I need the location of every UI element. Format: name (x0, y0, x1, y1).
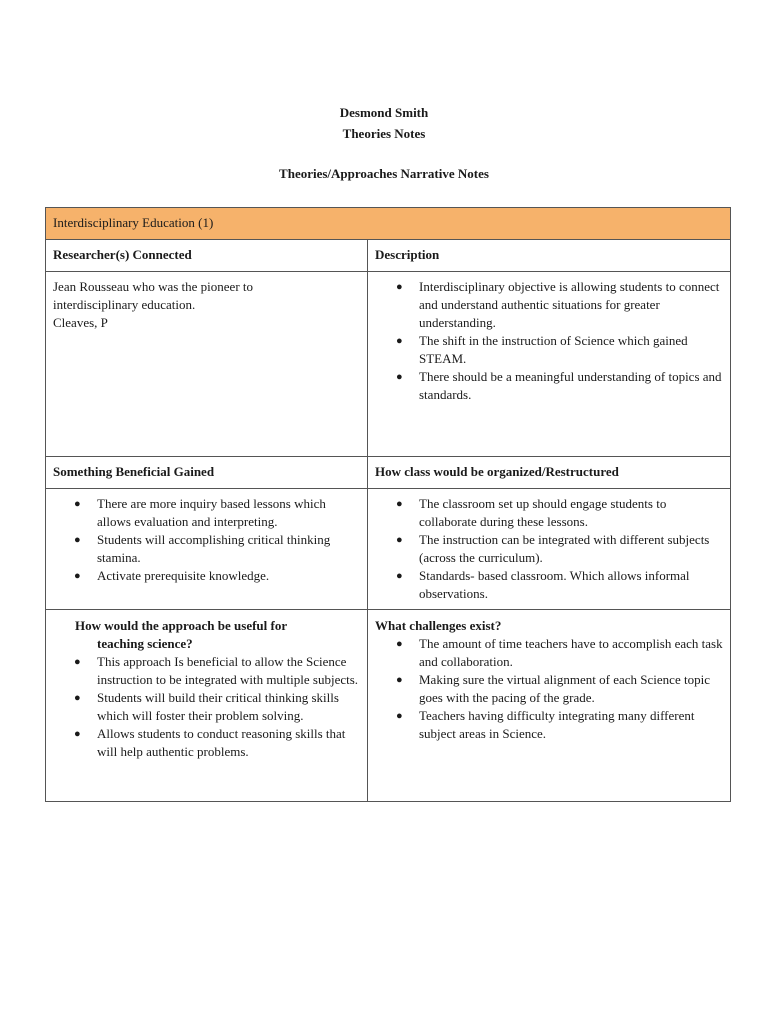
narrative-title: Theories/Approaches Narrative Notes (279, 166, 489, 181)
challenges-heading: What challenges exist? (375, 618, 502, 633)
list-item-text: There should be a meaningful understanding of topics and standards. (419, 369, 722, 402)
bullet-icon: ● (74, 498, 81, 510)
list-item-text: This approach Is beneficial to allow the Science instruction to be integrated with multiple subjects. (97, 654, 359, 687)
table-row (46, 489, 731, 610)
banner-label: Interdisciplinary Education (1) (46, 208, 731, 240)
list-item (375, 567, 723, 603)
researcher-line: interdisciplinary education. (53, 297, 196, 312)
benefit-cell (46, 489, 368, 610)
challenges-list (375, 635, 723, 743)
bullet-icon: ● (74, 534, 81, 546)
theory-notes-table (45, 207, 731, 802)
list-item-text: Making sure the virtual alignment of each Science topic goes with the pacing of the grade. (419, 672, 710, 705)
description-heading: Description (368, 240, 731, 272)
usefulness-heading (53, 617, 360, 653)
researchers-cell (46, 272, 368, 457)
bullet-icon: ● (396, 638, 403, 650)
table-heading-row (46, 240, 731, 272)
bullet-icon: ● (396, 498, 403, 510)
list-item-text: Standards- based classroom. Which allows informal observations. (419, 568, 690, 601)
list-item-text: The shift in the instruction of Science which gained STEAM. (419, 333, 688, 366)
list-item-text: There are more inquiry based lessons which allows evaluation and interpreting. (97, 496, 326, 529)
usefulness-cell (46, 610, 368, 802)
benefit-list (53, 495, 360, 585)
list-item-text: Students will build their critical thinking skills which will foster their problem solving. (97, 690, 339, 723)
bullet-icon: ● (74, 728, 81, 740)
list-item-text: The instruction can be integrated with different subjects (across the curriculum). (419, 532, 710, 565)
list-item-text: Activate prerequisite knowledge. (97, 568, 270, 583)
challenges-cell (368, 610, 731, 802)
bullet-icon: ● (396, 710, 403, 722)
list-item (53, 567, 360, 585)
list-item (53, 653, 360, 689)
table-heading-row (46, 457, 731, 489)
description-cell (368, 272, 731, 457)
researcher-line: Cleaves, P (53, 315, 108, 330)
list-item (375, 278, 723, 332)
bullet-icon: ● (396, 534, 403, 546)
list-item (53, 531, 360, 567)
table-banner-row (46, 208, 731, 240)
researchers-heading: Researcher(s) Connected (46, 240, 368, 272)
bullet-icon: ● (74, 656, 81, 668)
bullet-icon: ● (396, 335, 403, 347)
list-item (53, 495, 360, 531)
bullet-icon: ● (396, 371, 403, 383)
usefulness-heading-line: How would the approach be useful for (75, 618, 288, 633)
list-item (375, 332, 723, 368)
list-item-text: Students will accomplishing critical thinking stamina. (97, 532, 331, 565)
list-item (53, 725, 360, 761)
author-name: Desmond Smith (339, 105, 429, 120)
bullet-icon: ● (396, 674, 403, 686)
usefulness-list (53, 653, 360, 761)
bullet-icon: ● (396, 570, 403, 582)
list-item (53, 689, 360, 725)
bullet-icon: ● (74, 570, 81, 582)
organization-heading: How class would be organized/Restructured (368, 457, 731, 489)
description-list (375, 278, 723, 404)
list-item (375, 368, 723, 404)
list-item-text: Teachers having difficulty integrating many different subject areas in Science. (419, 708, 695, 741)
list-item (375, 495, 723, 531)
organization-cell (368, 489, 731, 610)
researcher-line: Jean Rousseau who was the pioneer to (53, 279, 254, 294)
document-subtitle: Theories Notes (342, 126, 426, 141)
list-item (375, 531, 723, 567)
usefulness-heading-line: teaching science? (97, 636, 193, 651)
list-item-text: The classroom set up should engage students to collaborate during these lessons. (419, 496, 667, 529)
table-row (46, 272, 731, 457)
list-item (375, 707, 723, 743)
bullet-icon: ● (74, 692, 81, 704)
list-item (375, 635, 723, 671)
list-item-text: The amount of time teachers have to accomplish each task and collaboration. (419, 636, 723, 669)
benefit-heading: Something Beneficial Gained (46, 457, 368, 489)
bullet-icon: ● (396, 281, 403, 293)
organization-list (375, 495, 723, 603)
table-row (46, 610, 731, 802)
list-item (375, 671, 723, 707)
list-item-text: Allows students to conduct reasoning skills that will help authentic problems. (97, 726, 346, 759)
list-item-text: Interdisciplinary objective is allowing students to connect and understand authentic situations for greater understanding. (419, 279, 720, 330)
